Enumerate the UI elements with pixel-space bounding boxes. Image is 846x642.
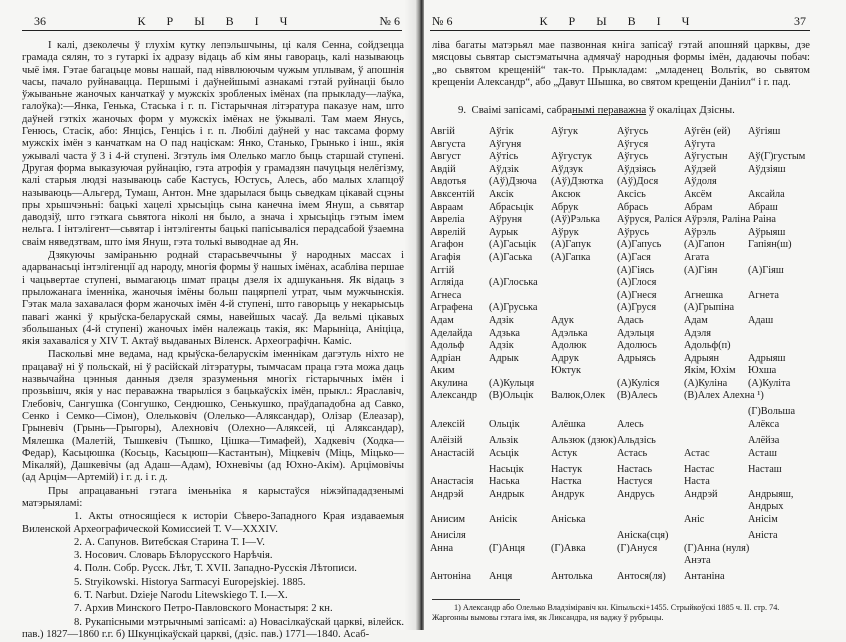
name-variant-cell: Адрыяш	[748, 352, 786, 364]
name-variant-cell: Аўгусь	[617, 126, 649, 137]
name-variant-cell: Асташ	[748, 447, 777, 459]
reference-item	[22, 563, 404, 575]
name-variant-cell: Абрук	[551, 201, 579, 213]
name-variant-cell: Анісім	[748, 514, 778, 526]
name-variant-cell: Аўгён (ей)	[684, 126, 731, 137]
names-table-row	[430, 252, 820, 265]
name-variant-cell: Адзік	[489, 314, 514, 326]
official-name-cell: Аким	[430, 365, 455, 377]
official-name-cell: Агляіда	[430, 277, 464, 289]
names-table-row	[430, 571, 820, 584]
name-variant-cell: Андрусь	[617, 488, 655, 500]
page-number: 36	[34, 14, 46, 28]
names-table-row	[430, 353, 820, 366]
name-variant-cell: Настук	[551, 463, 583, 475]
name-variant-cell: Астась	[617, 447, 648, 459]
name-variant-cell: (А)Глоська	[489, 277, 538, 289]
reference-list	[22, 511, 404, 641]
official-name-cell: Аделайда	[430, 327, 473, 339]
name-variant-cell: Аўдоля	[684, 176, 717, 188]
name-variant-cell: (А)Гасьцік	[489, 239, 537, 251]
reference-number: 6.	[74, 590, 82, 602]
name-variant-cell: Агнешка	[684, 289, 724, 301]
name-variant-cell: (Г)Вольша	[748, 406, 796, 418]
official-name-cell: Анна	[430, 542, 454, 554]
name-variant-cell: Адэльця	[617, 327, 655, 339]
reference-text: Архив Минского Петро-Павловского Монастыря: 2 кн.	[84, 603, 333, 615]
names-table-row	[430, 501, 820, 514]
name-variant-cell: Абрам	[684, 201, 713, 213]
name-variant-cell: Адзік	[489, 340, 514, 352]
reference-item	[22, 577, 404, 589]
article-continuation	[432, 40, 810, 90]
name-variant-cell: Аніска(сця)	[617, 530, 669, 542]
name-variant-cell: Аксём	[684, 188, 712, 200]
name-variant-cell: (А)Куліта	[748, 377, 791, 389]
name-variant-cell: Адась	[617, 314, 644, 326]
right-page	[424, 0, 846, 630]
reference-text: Рукапісными мэтрычнымі запісамі: а) Новасілкаўскай царкві, вілейск. пав.) 1827—1860 г.г. б) Шкунцікаўскай царкві, (дзіс. пав.) 1771—1840. Асаб-	[22, 616, 404, 640]
name-variant-cell: Андрэй	[684, 488, 718, 500]
name-variant-cell: Алёшка	[551, 419, 586, 431]
reference-text-end: ў окаліцах Дзісны.	[646, 104, 735, 116]
name-variant-cell: (Г)Анця	[489, 542, 526, 554]
reference-number: 9.	[458, 104, 467, 116]
name-variant-cell: Асьцік	[489, 447, 519, 459]
name-variant-cell: Настас	[684, 463, 715, 475]
running-head-left	[34, 14, 400, 30]
names-table-row	[430, 265, 820, 278]
official-name-cell: Александр	[430, 390, 478, 402]
name-variant-cell: Аксайла	[748, 188, 785, 200]
official-name-cell: Авдій	[430, 163, 456, 175]
name-variant-cell: Аўгіяш	[748, 126, 781, 137]
reference-number: 5.	[74, 576, 82, 588]
name-variant-cell: Аўдзей	[684, 163, 717, 175]
name-variant-cell: Аксюк	[551, 188, 581, 200]
official-name-cell: Авраам	[430, 201, 464, 213]
name-variant-cell: Настка	[551, 476, 582, 488]
names-table-row	[430, 476, 820, 489]
names-table-row	[430, 378, 820, 391]
name-variant-cell: (В)Ольцік	[489, 390, 534, 402]
name-variant-cell: Аўдзук	[551, 163, 583, 175]
names-table-row	[430, 315, 820, 328]
name-variant-cell: (А)Глося	[617, 277, 657, 289]
name-variant-cell: Андрых	[748, 501, 784, 513]
official-name-cell: Анисіля	[430, 530, 466, 542]
reference-text: Носович. Словарь Бѣлорусского Нарѣчія.	[84, 550, 273, 562]
official-name-cell: Адріан	[430, 352, 461, 364]
names-table-row	[430, 139, 820, 152]
name-variant-cell: (А)Гапук	[551, 239, 592, 251]
name-variant-cell: Аніс	[684, 514, 705, 526]
name-variant-cell: Аўруня	[489, 214, 522, 226]
official-name-cell: Андрэй	[430, 488, 464, 500]
paragraph: ліва багаты матэрьял мае пазвонная кніга запісаў гэтай апошняй царквы, дзе мясцовы сьвятар сыстэматычна адмячаў народныя формы імён, дадаючы побач: „во сьвятом крещеній“ так-то. Прыкладам: „младенец Вольтік, во сьвятом крещеніи Александр“, або „Давут Шышка, во святом крещеніи Даніил“ і г. пад.	[432, 40, 810, 88]
name-variant-cell: Астук	[551, 447, 578, 459]
name-variant-cell: (А)Груся	[617, 302, 657, 314]
name-variant-cell: (А)Гнеся	[617, 289, 657, 301]
name-variant-cell: (А)Груська	[489, 302, 538, 314]
name-variant-cell: Аўдзіяш	[748, 163, 786, 175]
official-name-cell: Авдотья	[430, 176, 467, 188]
reference-text: T. Narbut. Dzieje Narodu Litewskiego T. I.—X.	[84, 590, 288, 602]
reference-text: Stryikowski. Historya Sarmacyi Europejskiej. 1885.	[84, 576, 306, 588]
names-table-row	[430, 464, 820, 477]
name-variant-cell: Альдзісь	[617, 435, 656, 447]
name-variant-cell: (Г)Ануся	[617, 542, 658, 554]
reference-item	[22, 511, 404, 536]
left-page	[0, 0, 420, 640]
name-variant-cell: Аксік	[489, 188, 514, 200]
name-variant-cell: Адрыясь	[617, 352, 656, 364]
name-variant-cell: Адольф(п)	[684, 340, 731, 352]
name-variant-cell: Адэлька	[551, 327, 588, 339]
reference-number: 7.	[74, 603, 82, 615]
names-table-row	[430, 176, 820, 189]
paragraph: Дзякуючы заміраньню роднай старасьвеччыны ў народных массах і адарванасьці інтэлігенції ад народу, многія формы ў нашых імёнах, асабліва першае і чацьвертае ступені, вымагаюць шмат працы дзеля іх адшуканьня. Як відаць з прыложанага іменніка, жаночыя імёны больш пацярпелі утрат, чым мужчынскія. Гэтак мала захавалася форм жаночых імён 4-й ступені, што гаворыць у некарысьць павагі жанкі ў крыўска-беларускай сямы, навейшых часаў. Да вельмі цікавых збольшаных (4-й ступені) жаночых імён належаць такія, як: Марыніца, Аніціца, якія захаваліся у XIV Т. Актаў выдаваных Віленск. Археографічн. Каміс.	[22, 250, 404, 348]
official-name-cell: Авреліа	[430, 214, 465, 226]
name-variant-cell: Аў(Г)густым	[748, 151, 806, 163]
name-variant-cell: Адрыян	[684, 352, 719, 364]
official-name-cell: Авгій	[430, 126, 455, 137]
name-variant-cell: Адолюсь	[617, 340, 657, 352]
footnote-rule	[432, 599, 520, 600]
name-variant-cell: Якім, Юхім	[684, 365, 736, 377]
name-variant-cell: Валюк,Олек	[551, 390, 606, 402]
name-variant-cell: Аўгустук	[551, 151, 593, 163]
official-name-cell: Агафон	[430, 239, 464, 251]
name-variant-cell: Адэля	[684, 327, 712, 339]
name-variant-cell: Астас	[684, 447, 710, 459]
official-name-cell: Августа	[430, 138, 466, 150]
page-number: 37	[794, 14, 806, 28]
name-variant-cell: (А)Гапон	[684, 239, 725, 251]
header-rule	[430, 30, 810, 31]
reference-item	[22, 537, 404, 549]
name-variant-cell: Наська	[489, 476, 520, 488]
name-variant-cell: (А)Грыпіна	[684, 302, 735, 314]
names-table	[430, 126, 820, 584]
name-variant-cell: Аўрыяш	[748, 226, 786, 238]
name-variant-cell: Аўгустын	[684, 151, 728, 163]
names-table-row	[430, 214, 820, 227]
names-table-row	[430, 419, 820, 435]
names-table-row	[430, 302, 820, 315]
name-variant-cell: Альзюк (дзюк)	[551, 435, 617, 447]
reference-number: 2.	[74, 536, 82, 548]
name-variant-cell: Юктук	[551, 365, 581, 377]
reference-item	[22, 603, 404, 615]
name-variant-cell: Аўдзік	[489, 163, 519, 175]
issue-number: № 6	[432, 14, 453, 28]
name-variant-cell: (В)Алесь	[617, 390, 658, 402]
names-table-row	[430, 227, 820, 240]
name-variant-cell: Насташ	[748, 463, 782, 475]
reference-item	[22, 590, 404, 602]
official-name-cell: Акулина	[430, 377, 468, 389]
name-variant-cell: (Аў)Дзюча	[489, 176, 537, 188]
official-name-cell: Адольф	[430, 340, 465, 352]
name-variant-cell: (А)Гася	[617, 251, 651, 263]
name-variant-cell: Агнета	[748, 289, 779, 301]
name-variant-cell: Аўтісь	[489, 151, 519, 163]
name-variant-cell: (Аў)Дося	[617, 176, 659, 188]
header-rule	[22, 30, 402, 31]
names-table-row	[430, 448, 820, 464]
name-variant-cell: Абрасьцік	[489, 201, 534, 213]
name-variant-cell: Антаніна	[684, 571, 725, 583]
name-variant-cell: (А)Гіяш	[748, 264, 784, 276]
reference-text: Сваімі запісамі, сабра	[471, 104, 573, 116]
reference-number: 8.	[74, 616, 82, 628]
name-variant-cell: Алёйза	[748, 435, 780, 447]
name-variant-cell: Абрась	[617, 201, 649, 213]
name-variant-cell: (А)Гапка	[551, 251, 591, 263]
name-variant-cell: (А)Кулiся	[617, 377, 660, 389]
names-table-row	[430, 126, 820, 139]
name-variant-cell: Адаш	[748, 314, 774, 326]
official-name-cell: Анастасій	[430, 447, 475, 459]
reference-item	[22, 550, 404, 562]
name-variant-cell: Аніська	[551, 514, 586, 526]
name-variant-cell: Адрык	[489, 352, 519, 364]
names-table-row	[430, 328, 820, 341]
names-table-row	[430, 277, 820, 290]
names-table-row	[430, 151, 820, 164]
names-table-row	[430, 239, 820, 252]
name-variant-cell: Аурык	[489, 226, 519, 238]
name-variant-cell: Адолюк	[551, 340, 587, 352]
names-table-row	[430, 290, 820, 303]
names-table-row	[430, 514, 820, 530]
name-variant-cell: Аўрук	[551, 226, 579, 238]
names-table-row	[430, 435, 820, 448]
official-name-cell: Аггій	[430, 264, 455, 276]
official-name-cell: Адам	[430, 314, 454, 326]
reference-item-9	[432, 104, 810, 116]
reference-text: Акты относящіеся к исторіи Сѣверо-Западного Края издаваемыя Виленской Археографической Комиссией Т. V—XXXIV.	[22, 511, 405, 535]
name-variant-cell: Наста	[684, 476, 710, 488]
name-variant-cell: Аўгуня	[489, 138, 522, 150]
names-table-row	[430, 340, 820, 353]
reference-text: А. Сапунов. Витебская Старина Т. I—V.	[84, 536, 265, 548]
journal-title: К Р Ы В І Ч	[539, 14, 699, 28]
name-variant-cell: Альзік	[489, 435, 519, 447]
name-variant-cell: Аніста	[748, 530, 778, 542]
names-table-row	[430, 164, 820, 177]
name-variant-cell: Ольцік	[489, 419, 520, 431]
name-variant-cell: Адук	[551, 314, 574, 326]
name-variant-cell: Анця	[489, 571, 513, 583]
names-table-row	[430, 189, 820, 202]
reference-number: 4.	[74, 563, 82, 575]
name-variant-cell: (А)Гапусь	[617, 239, 662, 251]
paragraph: Пры апрацаваньні гэтага іменьніка я карыстаўся ніжэйпададзенымі матэрыяламі:	[22, 485, 404, 509]
journal-title: К Р Ы В І Ч	[137, 14, 297, 28]
names-table-row	[430, 489, 820, 502]
name-variant-cell: Алесь	[617, 419, 644, 431]
name-variant-cell: Андрук	[551, 488, 585, 500]
official-name-cell: Агнеса	[430, 289, 462, 301]
reference-item	[22, 617, 404, 642]
name-variant-cell: Аўгусь	[617, 151, 649, 163]
name-variant-cell: (А)Куліна	[684, 377, 728, 389]
official-name-cell: Анастасія	[430, 476, 474, 488]
name-variant-cell: Насьцік	[489, 463, 524, 475]
name-variant-cell: (В)Алех Алехна ¹)	[684, 390, 764, 402]
official-name-cell: Антоніна	[430, 571, 471, 583]
article-body	[22, 40, 404, 642]
name-variant-cell: Антолька	[551, 571, 593, 583]
name-variant-cell: Аўрэль	[684, 226, 717, 238]
name-variant-cell: (Г)Анна (нуля)	[684, 542, 750, 554]
name-variant-cell: (А)Гіясь	[617, 264, 655, 276]
footnote: 1) Александр або Олелько Владзіміравіч кн. Кіпыльскі+1455. Стрыйкоўскі 1885 ч. II. стр. 74. Жаргонны вымовы гэтага імя, як Ликсандра, ня ваджу ў рубрыцы.	[432, 603, 780, 622]
name-variant-cell: Агата	[684, 251, 710, 263]
official-name-cell: Алексій	[430, 419, 465, 431]
name-variant-cell: Настась	[617, 463, 653, 475]
official-name-cell: Август	[430, 151, 461, 163]
name-variant-cell: Настуся	[617, 476, 653, 488]
names-table-row	[430, 530, 820, 543]
official-name-cell: Агафія	[430, 251, 461, 263]
underlined-text: нымі пераважна	[572, 104, 647, 116]
name-variant-cell: Аўгуся	[617, 138, 649, 150]
names-table-row	[430, 555, 820, 571]
official-name-cell: Анисим	[430, 514, 466, 526]
name-variant-cell: Адрук	[551, 352, 579, 364]
name-variant-cell: Алёкса	[748, 419, 780, 431]
name-variant-cell: Аўгік	[489, 126, 514, 137]
name-variant-cell: Аўгута	[684, 138, 716, 150]
official-name-cell: Аврелій	[430, 226, 466, 238]
name-variant-cell: Андрыяш,	[748, 488, 794, 500]
reference-number: 3.	[74, 550, 82, 562]
name-variant-cell: (А)Гіян	[684, 264, 718, 276]
name-variant-cell: (А)Гаська	[489, 251, 533, 263]
names-table-row	[430, 543, 820, 556]
name-variant-cell: Адзька	[489, 327, 520, 339]
name-variant-cell: Аўгук	[551, 126, 578, 137]
name-variant-cell: (Аў)Рэлька	[551, 214, 600, 226]
paragraph: І калі, дзеколечы ў глухім кутку лепэльшчыны, ці каля Сенна, сойдзецца грамада сялян, то з гутаркі іх адразу відаць аб кім яны гавораць, калі называюць чыё імя. Гэтае багацьце мовы нашай, пад ніввлюючым чужым уплывам, ў апошнія часы, пачало руйнавацца. Першымі і даўнейшымі азнакамі гэтай руйнаціі было ўжываньне жаночых канчаткаў у мужскіх зробленых імёнах (па прыкладу—лаўка, галоўка):—Янка, Генька, Стаська і г. п. Гістарычная літэратура паказуе нам, што даўней гэткіх жаночых форм у мужскіх імёнах не ўжывалі. Там маем Янусь, Генюсь, Стасік, або: Янцісь, Генцісь і г. п. Любілі даўней у нас таксама форму мужскіх імён з канчаткам на О пад націскам: Янко, Станько, Грынько і інш., якія ужывалі часта ў 3 і 4-й ступені. Згэтуль імя Олелько магло быць старшай ступені. Другая форма выказуючая руйнацію, гэта атрофія у грамадзян пачуцьця нелёгізму, калі старыя людзі называюць сабе Кастусь, Юстусь, Алесь, або малых хлапцоў называюць—Альгерд, Тумаш, Антон. Мне здарылася быць сьведкам цікавай сцэны пры хрышчэньні: бацькі хацелі хрысьціць сына канечна імем Януш, а сьвятар даводзіў, што гэткага сьвятога ніколі ня было, а знача і хрысьціць гэтым імем нельга. І інтэлігент—сьвятар і інтэлігенты бацькі папісываліся перадсабой ўзаемна сваім няведзтвам, што імя Януш, гэта толькі выводнае ад Ян.	[22, 40, 404, 248]
name-variant-cell: (Аў)Дзютка	[551, 176, 604, 188]
official-name-cell: Авксентій	[430, 188, 475, 200]
names-table-row	[430, 390, 820, 406]
name-variant-cell: Антося(ля)	[617, 571, 666, 583]
names-table-row	[430, 365, 820, 378]
name-variant-cell: Аксісь	[617, 188, 646, 200]
name-variant-cell: (Г)Авка	[551, 542, 586, 554]
name-variant-cell: Адам	[684, 314, 708, 326]
official-name-cell: Алёізій	[430, 435, 463, 447]
name-variant-cell: Анэта	[684, 555, 711, 567]
name-variant-cell: Аўрусь	[617, 226, 650, 238]
name-variant-cell: Аўдзіясь	[617, 163, 656, 175]
issue-number: № 6	[379, 14, 400, 28]
reference-number: 1.	[74, 511, 82, 523]
name-variant-cell: (А)Кульця	[489, 377, 535, 389]
name-variant-cell: Юхша	[748, 365, 777, 377]
paragraph: Паскольві мне ведама, над крыўска-беларускім іменнікам дагэтуль ніхто не працаваў ні ў польскай, ні ў расійскай літэратуры, тымчасам праца гэта можа даць назвычайна цэнныя данныя дзеля зразуменьня многіх гістарычных імён і прозьвішч, якія у нас пераважна тварыліся з бацькаўскіх імён, прыкл.: Яраславіч, Глебовіч, Сангушка (Сонгушко, Сендюшко, Сенькушко, праўдападобна ад Савко, Сенко і Семко—Сімон), Олельковіч (Олелько—Аляксандар), Олізар (Елеазар), Грыневіч (Грынь—Грыгоры), Алехновіч (Олехно—Аляксей, ці Аляксандар), Мялешка (Малетій, Тышкевіч (Тышко, Цішка—Тимафей), Хадкевіч (Ходка—Федар), Касьцюшка (Косьць, Касьцюш—Кастантын), Міцкевіч (Міць, Міцько—Мікаляй), Дашкевічы (ад Адаш—Адам), Юхневічы (ад Юхно-Акім). Арцімовічы (ад Арцім—Артемій) і г. д. і г. д.	[22, 349, 404, 484]
reference-text: Полн. Собр. Русск. Лѣт, Т. XVII. Западно-Русскія Лѣтописи.	[84, 563, 357, 575]
name-variant-cell: Абраш	[748, 201, 778, 213]
name-variant-cell: Анісік	[489, 514, 518, 526]
official-name-cell: Аграфена	[430, 302, 473, 314]
names-table-row	[430, 406, 820, 419]
name-variant-cell: Андрык	[489, 488, 525, 500]
name-variant-cell: Гапіян(ш)	[748, 239, 792, 251]
running-head-right	[432, 14, 806, 30]
names-table-row	[430, 202, 820, 215]
name-variant-cell: Аўруся, Ралiся Аўрэля, Раліна Раіна	[617, 214, 776, 226]
